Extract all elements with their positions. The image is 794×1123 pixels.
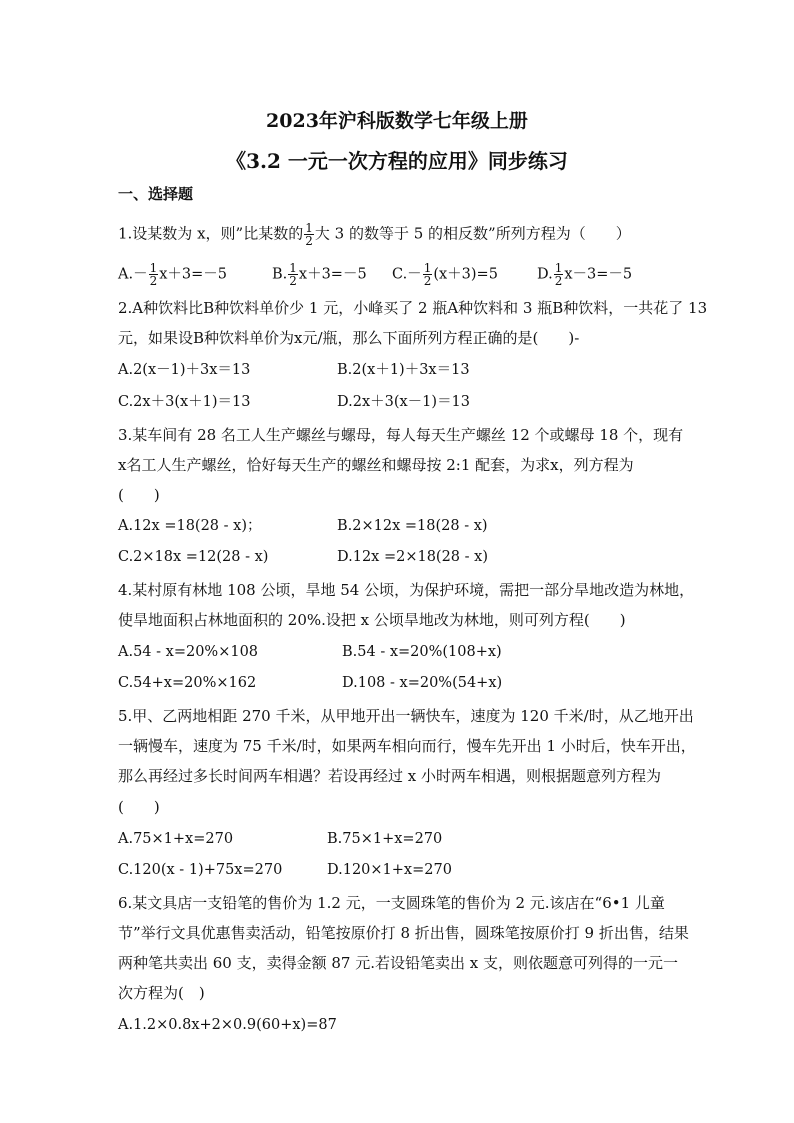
q3-option-c: C.2×18x =12(28 - x) <box>118 549 269 565</box>
fraction-half: $\frac{1}{2}$ <box>305 221 313 248</box>
document-subtitle: 《3.2 一元一次方程的应用》同步练习 <box>226 149 568 173</box>
fraction-half: $\frac{1}{2}$ <box>423 261 432 288</box>
question-5-line-1: 5.甲、乙两地相距 270 千米，从甲地开出一辆快车，速度为 120 千米/时，从乙地开出 <box>118 707 694 725</box>
question-5-line-3: 那么再经过多长时间两车相遇？若设再经过 x 小时两车相遇，则根据题意列方程为 <box>118 767 661 785</box>
question-3-line-1: 3.某车间有 28 名工人生产螺丝与螺母，每人每天生产螺丝 12 个或螺母 18 个，现有 <box>118 426 684 444</box>
q2-option-d: D.2x＋3(x－1)＝13 <box>337 394 471 410</box>
q6-option-a: A.1.2×0.8x+2×0.9(60+x)=87 <box>118 1017 337 1033</box>
q2-option-a: A.2(x－1)＋3x＝13 <box>118 362 251 378</box>
question-5-line-2: 一辆慢车，速度为 75 千米/时，如果两车相向而行，慢车先开出 1 小时后，快车开出， <box>118 737 696 755</box>
q2-option-b: B.2(x＋1)＋3x＝13 <box>337 362 470 378</box>
q3-option-d: D.12x =2×18(28 - x) <box>337 549 488 565</box>
fraction-half: $\frac{1}{2}$ <box>554 261 563 288</box>
question-6-line-2: 节”举行文具优惠售卖活动，铅笔按原价打 8 折出售，圆珠笔按原价打 9 折出售，结果 <box>118 924 689 942</box>
question-2-line-2: 元，如果设B种饮料单价为x元/瓶，那么下面所列方程正确的是( )- <box>118 329 580 347</box>
q5-option-d: D.120×1+x=270 <box>327 862 452 878</box>
q1-option-a: A.－ $\frac{1}{2}$ x＋3=－5 <box>118 261 228 288</box>
q4-option-c: C.54+x=20%×162 <box>118 675 257 691</box>
question-1-text-pre: 1.设某数为 x，则”比某数的 <box>118 224 304 243</box>
q4-option-d: D.108 - x=20%(54+x) <box>342 675 503 691</box>
q1-option-d: D. $\frac{1}{2}$ x－3=－5 <box>537 261 633 288</box>
question-3-line-3: ( ) <box>118 486 160 504</box>
q1-option-b: B. $\frac{1}{2}$ x＋3=－5 <box>272 261 367 288</box>
q1-option-c: C.－ $\frac{1}{2}$ (x＋3)=5 <box>392 261 498 288</box>
fraction-half: $\frac{1}{2}$ <box>149 261 158 288</box>
q2-option-c: C.2x＋3(x＋1)＝13 <box>118 394 251 410</box>
question-6-line-3: 两种笔共卖出 60 支，卖得金额 87 元.若设铅笔卖出 x 支，则依题意可列得的一元一 <box>118 954 679 972</box>
question-4-line-2: 使旱地面积占林地面积的 20%.设把 x 公顷旱地改为林地，则可列方程( ) <box>118 611 626 629</box>
q5-option-a: A.75×1+x=270 <box>118 831 234 847</box>
question-2-line-1: 2.A种饮料比B种饮料单价少 1 元，小峰买了 2 瓶A种饮料和 3 瓶B种饮料，一共花了 13 <box>118 299 708 317</box>
question-3-line-2: x名工人生产螺丝，恰好每天生产的螺丝和螺母按 2:1 配套，为求x，列方程为 <box>118 456 634 474</box>
fraction-half: $\frac{1}{2}$ <box>289 261 297 288</box>
question-1-text-post: 大 3 的数等于 5 的相反数”所列方程为（ ） <box>314 224 631 243</box>
q4-option-b: B.54 - x=20%(108+x) <box>342 644 502 660</box>
q4-option-a: A.54 - x=20%×108 <box>118 644 259 660</box>
q3-option-a: A.12x =18(28 - x)； <box>118 518 262 534</box>
section-heading: 一、选择题 <box>118 185 194 203</box>
document-title: 2023年沪科版数学七年级上册 <box>266 110 528 132</box>
q3-option-b: B.2×12x =18(28 - x) <box>337 518 488 534</box>
q5-option-b: B.75×1+x=270 <box>327 831 443 847</box>
question-6-line-4: 次方程为( ) <box>118 984 205 1002</box>
question-6-line-1: 6.某文具店一支铅笔的售价为 1.2 元，一支圆珠笔的售价为 2 元.该店在“6•1 儿童 <box>118 894 665 912</box>
question-4-line-1: 4.某村原有林地 108 公顷，旱地 54 公顷，为保护环境，需把一部分旱地改造为林地， <box>118 581 695 599</box>
question-1 <box>118 222 631 247</box>
question-5-line-4: ( ) <box>118 798 160 816</box>
q5-option-c: C.120(x - 1)+75x=270 <box>118 862 283 878</box>
